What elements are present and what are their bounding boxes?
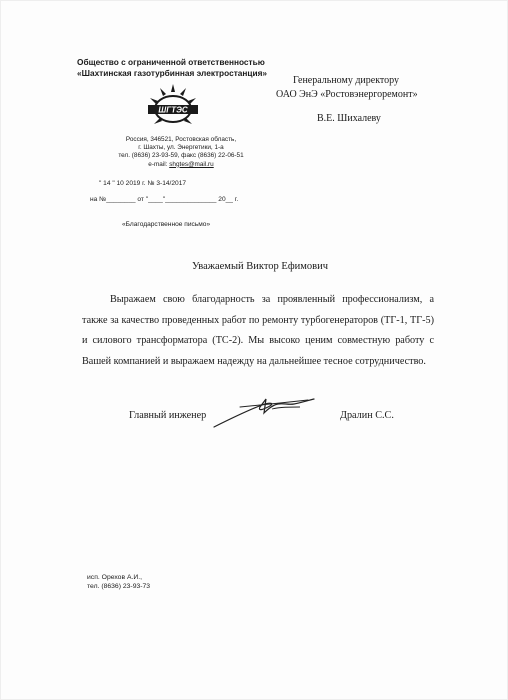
company-logo: [138, 82, 208, 130]
sender-org-fullname: «Шахтинская газотурбинная электростанция»: [77, 68, 268, 78]
letter-body: [82, 290, 434, 372]
email-line: [96, 161, 266, 169]
address-line: Россия, 346521, Ростовская область,: [125, 136, 237, 143]
sender-address: [96, 136, 266, 169]
sender-org-name: Общество с ограниченной ответственностью: [77, 57, 265, 67]
logo-text: ШГТЭС: [158, 105, 188, 115]
executor-phone: тел. (8636) 23-93-73: [87, 583, 151, 590]
email-link[interactable]: shgtes@mail.ru: [169, 160, 214, 168]
signer-name: Дралин С.С.: [340, 410, 394, 421]
letter-subject: «Благодарственное письмо»: [122, 221, 211, 228]
recipient-company: ОАО ЭнЭ «Ростовэнергоремонт»: [276, 89, 418, 100]
address-line: г. Шахты, ул. Энергетики, 1-а: [138, 144, 224, 152]
executor-info: [87, 573, 150, 591]
handwritten-signature: [210, 393, 320, 433]
signer-position: Главный инженер: [129, 410, 207, 421]
phone-fax-line: тел. (8636) 23-93-59, факс (8636) 22-06-51: [118, 152, 244, 160]
salutation: Уважаемый Виктор Ефимович: [192, 261, 328, 272]
recipient-name: В.Е. Шихалеву: [317, 113, 381, 124]
body-paragraph: Выражаем свою благодарность за проявленный профессионализм, а также за качество проведенных работ по ремонту турбогенераторов (ТГ-1, ТГ-5) и силового трансформатора (ТС-2). Мы высоко ценим совместную работу с Вашей компанией и выражаем надежду на дальнейшее тесное сотрудничество.: [82, 294, 434, 367]
recipient-title: Генеральному директору: [293, 75, 400, 86]
reply-reference: на №________ от "____"______________ 20__ г.: [90, 196, 239, 203]
email-prefix: e-mail:: [148, 160, 168, 168]
outgoing-date-number: " 14 " 10 2019 г. № 3-14/2017: [99, 180, 187, 187]
executor-name: исп. Орехов А.И.,: [87, 574, 143, 581]
